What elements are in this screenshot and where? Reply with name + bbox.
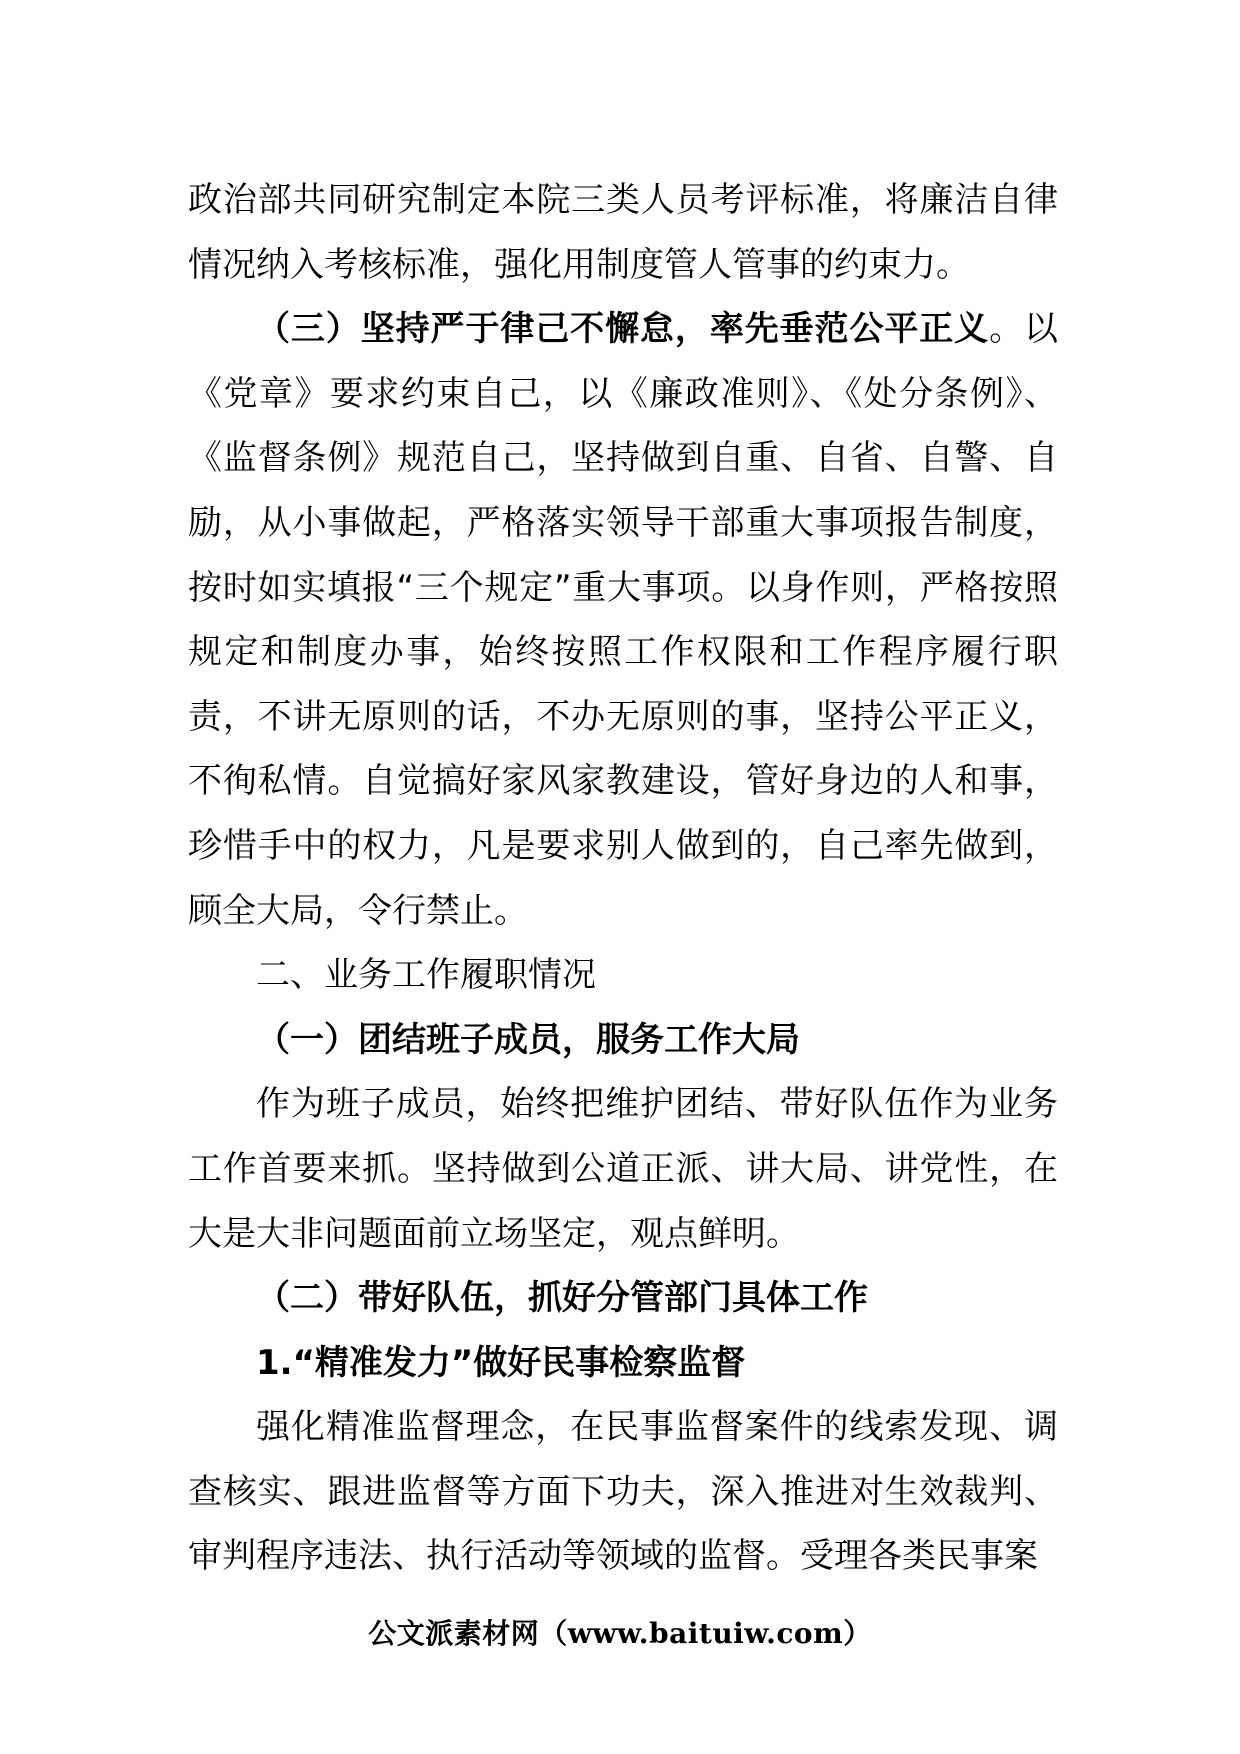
subsection-heading-2: （二）带好队伍，抓好分管部门具体工作 [256, 1278, 868, 1319]
item-heading-1: 1.“精准发力”做好民事检察监督 [256, 1342, 746, 1383]
paragraph-self-discipline [188, 297, 1058, 943]
paragraph-continuation: 政治部共同研究制定本院三类人员考评标准，将廉洁自律情况纳入考核标准，强化用制度管人管事的约束力。 [188, 180, 1058, 285]
paragraph-civil-supervision: 强化精准监督理念，在民事监督案件的线索发现、调查核实、跟进监督等方面下功夫，深入推进对生效裁判、审判程序违法、执行活动等领域的监督。受理各类民事案 [188, 1407, 1058, 1577]
paragraph-self-discipline-text: 。以《党章》要求约束自己，以《廉政准则》、《处分条例》、《监督条例》规范自己，坚持做到自重、自省、自警、自励，从小事做起，严格落实领导干部重大事项报告制度，按时如实填报“三个规定”重大事项。以身作则，严格按照规定和制度办事，始终按照工作权限和工作程序履行职责，不讲无原则的话，不办无原则的事，坚持公平正义，不徇私情。自觉搞好家风家教建设，管好身边的人和事，珍惜手中的权力，凡是要求别人做到的，自己率先做到，顾全大局，令行禁止。 [188, 309, 1059, 931]
section-heading-3: （三）坚持严于律己不懈怠，率先垂范公平正义 [256, 309, 990, 350]
document-body [188, 168, 1058, 1589]
paragraph-team-unity: 作为班子成员，始终把维护团结、带好队伍作为业务工作首要来抓。坚持做到公道正派、讲大局、讲党性，在大是大非问题面前立场坚定，观点鲜明。 [188, 1084, 1058, 1254]
section-title-business-duties: 二、业务工作履职情况 [256, 955, 596, 996]
subsection-heading-1: （一）团结班子成员，服务工作大局 [256, 1019, 800, 1060]
watermark-footer: 公文派素材网（www.baituiw.com） [368, 1617, 872, 1650]
